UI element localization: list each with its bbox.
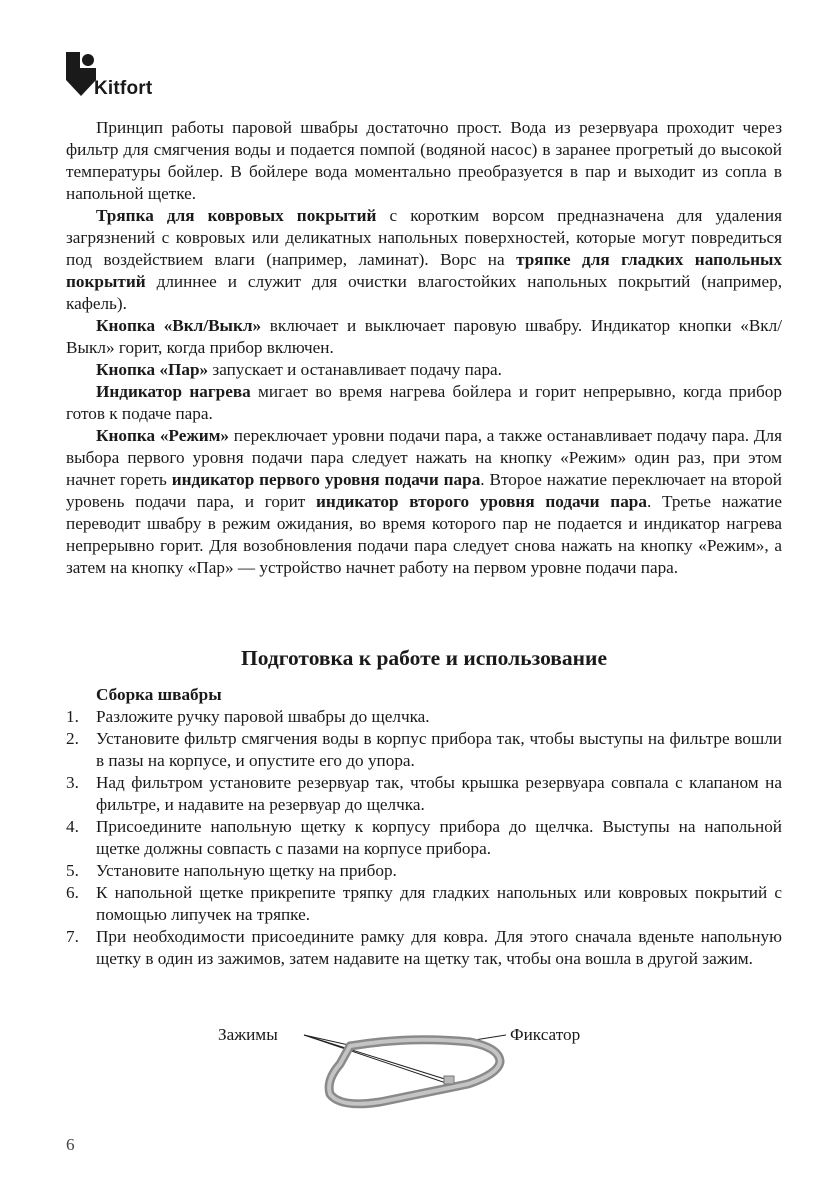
assembly-step	[66, 816, 782, 860]
bold-term: индикатор второго уровня подачи пара	[316, 492, 647, 511]
paragraph	[66, 381, 782, 425]
bold-term: Кнопка «Вкл/Выкл»	[96, 316, 262, 335]
label-latch: Фиксатор	[510, 1025, 581, 1044]
assembly-section	[66, 684, 782, 970]
step-number: 1.	[66, 707, 79, 726]
bold-term: индикатор первого уровня подачи пара	[171, 470, 481, 489]
step-number: 6.	[66, 883, 79, 902]
assembly-step	[66, 728, 782, 772]
bold-term: Тряпка для ковровых покрытий	[96, 206, 377, 225]
brand-logo	[66, 52, 176, 100]
step-text: При необходимости присоедините рамку для ковра. Для этого сначала вденьте напольную щетку в один из зажимов, затем надавите на щетку так, чтобы она вошла в другой зажим.	[96, 927, 782, 968]
assembly-step	[66, 882, 782, 926]
text-run: длиннее и служит для очистки влагостойких напольных покрытий (например, кафель).	[66, 272, 782, 313]
label-clamps: Зажимы	[218, 1025, 278, 1044]
assembly-step	[66, 926, 782, 970]
text-run: переключает уровни подачи пара, а также останавливает подачу пара. Для выбора первого уровня подачи пара следует нажать на кнопку «Режим» один раз, при этом начнет гореть	[66, 426, 783, 489]
step-text: Над фильтром установите резервуар так, чтобы крышка резервуара совпала с клапаном на фильтре, и надавите на резервуар до щелчка.	[96, 773, 782, 814]
carpet-frame-illustration	[200, 1018, 620, 1118]
paragraph	[66, 425, 782, 579]
paragraph	[66, 205, 782, 315]
section-title: Подготовка к работе и использование	[241, 646, 607, 670]
text-run: . Второе нажатие переключает на второй уровень подачи пара, и горит	[66, 470, 782, 511]
bold-term: Кнопка «Режим»	[96, 426, 230, 445]
section-subtitle: Сборка швабры	[96, 685, 222, 704]
step-number: 7.	[66, 927, 79, 946]
text-run: с коротким ворсом предназначена для удаления загрязнений с ковровых или деликатных напольных поверхностей, которые могут повредиться под воздействием влаги (например, ламинат). Ворс на	[66, 206, 782, 269]
assembly-step	[66, 772, 782, 816]
paragraph	[66, 359, 782, 381]
text-run: . Третье нажатие переводит швабру в режим ожидания, во время которого пар не подается и индикатор нагрева непрерывно горит. Для возобновления подачи пара следует снова нажать на кнопку «Режим», а затем на кнопку «Пар» — устройство начнет работу на первом уровне подачи пара.	[66, 492, 782, 577]
bold-term: Индикатор нагрева	[96, 382, 251, 401]
carpet-frame-figure	[200, 1018, 620, 1118]
assembly-step	[66, 706, 782, 728]
step-text: К напольной щетке прикрепите тряпку для гладких напольных или ковровых покрытий с помощью липучек на тряпке.	[96, 883, 782, 924]
step-number: 4.	[66, 817, 79, 836]
text-run: мигает во время нагрева бойлера и горит непрерывно, когда прибор готов к подаче пара.	[66, 382, 782, 423]
page-number: 6	[66, 1135, 75, 1154]
intro-text	[66, 117, 782, 579]
assembly-steps	[66, 706, 782, 970]
step-number: 5.	[66, 861, 79, 880]
paragraph	[66, 315, 782, 359]
step-text: Установите фильтр смягчения воды в корпус прибора так, чтобы выступы на фильтре вошли в пазы на корпусе, и опустите его до упора.	[96, 729, 782, 770]
step-text: Разложите ручку паровой швабры до щелчка.	[96, 707, 430, 726]
assembly-step	[66, 860, 782, 882]
text-run: Принцип работы паровой швабры достаточно прост. Вода из резервуара проходит через фильтр для смягчения воды и подается помпой (водяной насос) в заранее прогретый до высокой температуры бойлер. В бойлере вода моментально преобразуется в пар и выходит из сопла в напольной щетке.	[66, 118, 782, 203]
kitfort-logo-icon	[66, 52, 96, 100]
step-text: Присоедините напольную щетку к корпусу прибора до щелчка. Выступы на напольной щетке должны совпасть с пазами на корпусе прибора.	[96, 817, 782, 858]
bold-term: Кнопка «Пар»	[96, 360, 209, 379]
step-text: Установите напольную щетку на прибор.	[96, 861, 397, 880]
text-run: включает и выключает паровую швабру. Индикатор кнопки «Вкл/Выкл» горит, когда прибор включен.	[66, 316, 782, 357]
bold-term: тряпке для гладких напольных покрытий	[66, 250, 782, 291]
text-run: запускает и останавливает подачу пара.	[208, 360, 502, 379]
step-number: 2.	[66, 729, 79, 748]
paragraph	[66, 117, 782, 205]
step-number: 3.	[66, 773, 79, 792]
brand-name: Kitfort	[94, 78, 153, 99]
